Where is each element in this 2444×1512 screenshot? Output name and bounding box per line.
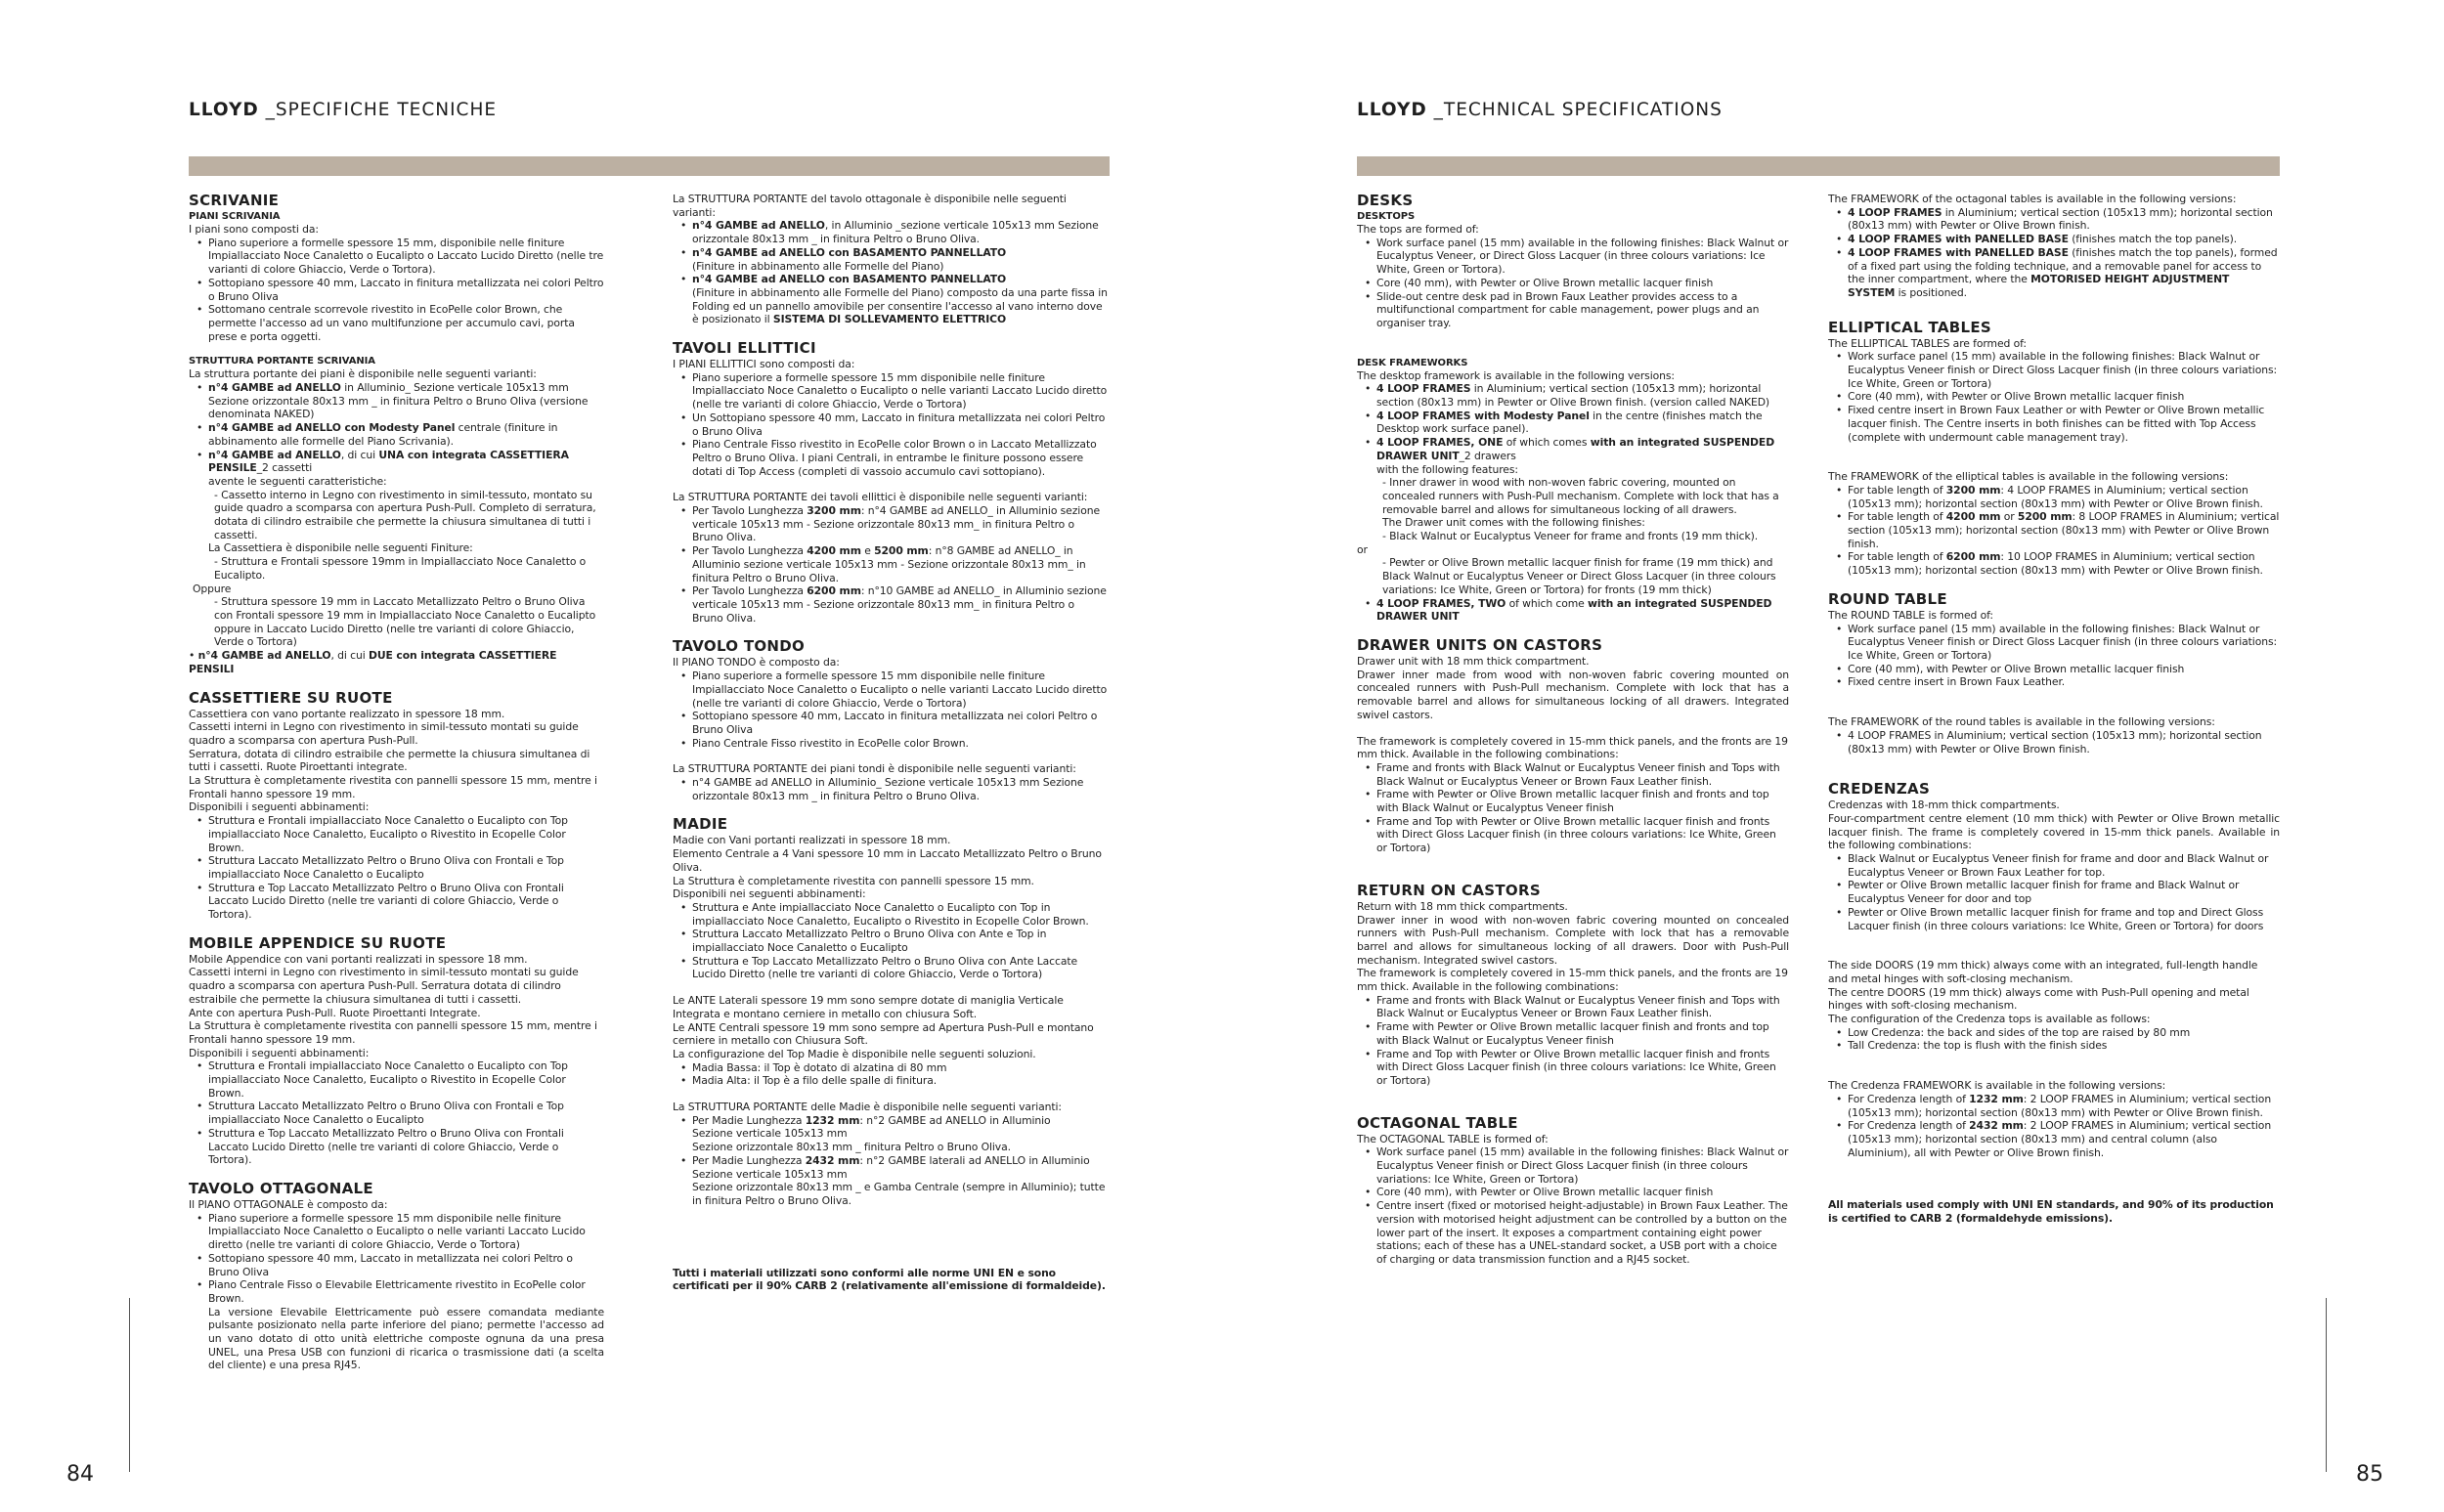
- section-heading: SCRIVANIE: [189, 192, 280, 209]
- bullet-list: [1357, 597, 1789, 624]
- list-item: • Frame and fronts with Black Walnut or Eucalyptus Veneer finish and Tops with Black Walnut or Eucalyptus Veneer or Brown Faux Leather finish.: [1357, 761, 1789, 788]
- paragraph: avente le seguenti caratteristiche:: [208, 474, 387, 488]
- list-item: • Frame and Top with Pewter or Olive Brown metallic lacquer finish and fronts with Direct Gloss Lacquer finish (in three colours variations: Ice White, Green or Tortora): [1357, 815, 1789, 855]
- paragraph: La Cassettiera è disponibile nelle seguenti Finiture:: [208, 541, 473, 555]
- paragraph: Disponibili nei seguenti abbinamenti:: [673, 887, 866, 901]
- list-item: • Struttura Laccato Metallizzato Peltro o Bruno Oliva con Frontali e Top impiallacciato Noce Canaletto o Eucalipto: [189, 1100, 604, 1126]
- title-text: _TECHNICAL SPECIFICATIONS: [1433, 100, 1723, 120]
- paragraph: Drawer unit with 18 mm thick compartment.: [1357, 654, 1590, 668]
- bullet-list: [673, 776, 1108, 802]
- section-heading: ELLIPTICAL TABLES: [1828, 318, 1991, 336]
- bullet-list: [673, 219, 1108, 326]
- bullet-list: [1357, 994, 1789, 1088]
- bullet-list: [1828, 1093, 2280, 1160]
- paragraph: Cassettiera con vano portante realizzato in spessore 18 mm.: [189, 707, 505, 720]
- subsection-heading: DESK FRAMEWORKS: [1357, 357, 1468, 368]
- list-item: • Sottopiano spessore 40 mm, Laccato in finitura metallizzata nei colori Peltro o Bruno Oliva: [189, 277, 604, 303]
- subsection-heading: PIANI SCRIVANIA: [189, 211, 281, 222]
- list-item: • Work surface panel (15 mm) available in the following finishes: Black Walnut or Eucalyptus Veneer finish or Direct Gloss Lacquer finish (in three colours variations: Ice White, Green or Tortora): [1357, 1145, 1789, 1186]
- list-item: • Piano superiore a formelle spessore 15 mm disponibile nelle finiture Impiallacciato Noce Canaletto o Eucalipto o nelle varianti Laccato Lucido diretto (nelle tre varianti di colore Ghiaccio, Verde o Tortora): [673, 670, 1108, 710]
- paragraph: La Struttura è completamente rivestita con pannelli spessore 15 mm.: [673, 874, 1034, 887]
- margin-rule: [129, 1298, 130, 1472]
- list-item: • Sottopiano spessore 40 mm, Laccato in metallizzata nei colori Peltro o Bruno Oliva: [189, 1252, 604, 1278]
- paragraph: Le ANTE Centrali spessore 19 mm sono sempre ad Apertura Push-Pull e montano cerniere in metallo con Chiusura Soft.: [673, 1020, 1094, 1048]
- paragraph: The configuration of the Credenza tops is available as follows:: [1828, 1013, 2151, 1026]
- list-item: • n°4 GAMBE ad ANELLO con BASAMENTO PANNELLATO (Finiture in abbinamento alle Formelle del Piano): [673, 246, 1108, 273]
- column: [189, 193, 604, 1372]
- list-item: • Struttura e Frontali impiallacciato Noce Canaletto o Eucalipto con Top impiallacciato Noce Canaletto, Eucalipto o Rivestito in Ecopelle Color Brown.: [189, 814, 604, 854]
- list-item: • Frame and fronts with Black Walnut or Eucalyptus Veneer finish and Tops with Black Walnut or Eucalyptus Veneer or Brown Faux Leather finish.: [1357, 994, 1789, 1020]
- list-item: • Core (40 mm), with Pewter or Olive Brown metallic lacquer finish: [1357, 1186, 1789, 1199]
- paragraph: with the following features:: [1376, 462, 1518, 476]
- list-item: • Per Tavolo Lunghezza 3200 mm: n°4 GAMBE ad ANELLO_ in Alluminio sezione verticale 105x13 mm - Sezione orizzontale 80x13 mm_ in finitura Peltro o Bruno Oliva.: [673, 504, 1108, 544]
- paragraph: Serratura, dotata di cilindro estraibile che permette la chiusura simultanea di tutti i cassetti. Ruote Piroettanti integrate.: [189, 747, 590, 774]
- list-item: • Piano Centrale Fisso o Elevabile Elettricamente rivestito in EcoPelle color Brown.: [189, 1278, 604, 1305]
- paragraph: Disponibili i seguenti abbinamenti:: [189, 1046, 370, 1059]
- list-item: • 4 LOOP FRAMES in Aluminium; vertical section (105x13 mm); horizontal section (80x13 mm) with Pewter or Olive Brown finish.: [1828, 729, 2280, 756]
- bullet-list: [1357, 761, 1789, 855]
- list-item: • n°4 GAMBE ad ANELLO con Modesty Panel centrale (finiture in abbinamento alle formelle del Piano Scrivania).: [189, 421, 604, 448]
- list-item: • 4 LOOP FRAMES in Aluminium; vertical section (105x13 mm); horizontal section (80x13 mm) with Pewter or Olive Brown finish.: [1828, 206, 2280, 233]
- paragraph: The centre DOORS (19 mm thick) always come with Push-Pull opening and metal hinges with soft-closing mechanism.: [1828, 985, 2249, 1013]
- list-item: • Frame with Pewter or Olive Brown metallic lacquer finish and fronts and top with Black Walnut or Eucalyptus Veneer finish: [1357, 788, 1789, 814]
- section-heading: ROUND TABLE: [1828, 589, 1947, 608]
- list-item: • Struttura e Top Laccato Metallizzato Peltro o Bruno Oliva con Ante Laccate Lucido Diretto (nelle tre varianti di colore Ghiaccio, Verde o Tortora): [673, 955, 1108, 981]
- footnote: All materials used comply with UNI EN standards, and 90% of its production is certified to CARB 2 (formaldehyde emissions).: [1828, 1198, 2274, 1226]
- paragraph: La versione Elevabile Elettricamente può essere comandata mediante pulsante posizionato nella parte inferiore del piano; permette l'accesso ad un vano dotato di otto unità elettriche composte ognuna da una presa UNEL, una Presa USB con funzioni di ricarica o trasmissione dati (a scelta del cliente) e una presa RJ45.: [208, 1305, 604, 1372]
- list-item: • Un Sottopiano spessore 40 mm, Laccato in finitura metallizzata nei colori Peltro o Bruno Oliva: [673, 411, 1108, 438]
- list-item: • Core (40 mm), with Pewter or Olive Brown metallic lacquer finish: [1357, 277, 1789, 290]
- list-item: • n°4 GAMBE ad ANELLO, di cui UNA con integrata CASSETTIERA PENSILE_2 cassetti: [189, 449, 604, 475]
- bullet-list: [673, 371, 1108, 479]
- paragraph: Sezione orizzontale 80x13 mm _ e Gamba Centrale (sempre in Alluminio); tutte in finitura Peltro o Bruno Oliva.: [692, 1181, 1106, 1207]
- bullet-list: [673, 1114, 1108, 1128]
- paragraph: La Struttura è completamente rivestita con pannelli spessore 15 mm, mentre i Frontali hanno spessore 19 mm.: [189, 1019, 597, 1046]
- page-right: [1222, 0, 2444, 1512]
- list-item: • Per Madie Lunghezza 2432 mm: n°2 GAMBE laterali ad ANELLO in Alluminio: [673, 1154, 1108, 1168]
- list-item: • 4 LOOP FRAMES with PANELLED BASE (finishes match the top panels).: [1828, 233, 2280, 246]
- paragraph: - Pewter or Olive Brown metallic lacquer finish for frame (19 mm thick) and Black Walnut or Eucalyptus Veneer or Direct Gloss Lacquer (in three colours variations: Ice White, Green or Tortora) for fronts (19 mm thick): [1382, 556, 1776, 596]
- list-item: • 4 LOOP FRAMES with Modesty Panel in the centre (finishes match the Desktop work surface panel).: [1357, 410, 1789, 436]
- paragraph: The tops are formed of:: [1357, 223, 1479, 236]
- section-heading: RETURN ON CASTORS: [1357, 881, 1541, 899]
- bullet-list: [1828, 623, 2280, 690]
- paragraph: La configurazione del Top Madie è disponibile nelle seguenti soluzioni.: [673, 1047, 1036, 1060]
- footnote: Tutti i materiali utilizzati sono conformi alle norme UNI EN e sono certificati per il 90% CARB 2 (relativamente all'emissione di formaldeide).: [673, 1266, 1106, 1293]
- paragraph: I piani sono composti da:: [189, 223, 319, 236]
- list-item: • Tall Credenza: the top is flush with the finish sides: [1828, 1039, 2280, 1053]
- list-item: • Work surface panel (15 mm) available in the following finishes: Black Walnut or Eucalyptus Veneer finish or Direct Gloss Lacquer finish (in three colours variations: Ice White, Green or Tortora): [1828, 623, 2280, 663]
- paragraph: The ELLIPTICAL TABLES are formed of:: [1828, 336, 2027, 350]
- list-item: • n°4 GAMBE ad ANELLO con BASAMENTO PANNELLATO (Finiture in abbinamento alle Formelle del Piano) composto da una parte fissa in Folding ed un pannello amovibile per consentire l'accesso al vano interno dove è posizionato il SISTEMA DI SOLLEVAMENTO ELETTRICO: [673, 273, 1108, 326]
- list-item: • For Credenza length of 2432 mm: 2 LOOP FRAMES in Aluminium; vertical section (105x13 mm); horizontal section (80x13 mm) and central column (also Aluminium), all with Pewter or Olive Brown finish.: [1828, 1119, 2280, 1159]
- paragraph: Sezione orizzontale 80x13 mm _ finitura Peltro o Bruno Oliva.: [692, 1141, 1011, 1154]
- list-item: • 4 LOOP FRAMES, TWO of which come with an integrated SUSPENDED DRAWER UNIT: [1357, 597, 1789, 624]
- list-item: • For table length of 6200 mm: 10 LOOP FRAMES in Aluminium; vertical section (105x13 mm); horizontal section (80x13 mm) with Pewter or Olive Brown finish.: [1828, 550, 2280, 577]
- list-item: • Piano Centrale Fisso rivestito in EcoPelle color Brown o in Laccato Metallizzato Peltro o Bruno Oliva. I piani Centrali, in entrambe le finiture possono essere dotati di Top Access (completi di vassoio accumulo cavi sottopiano).: [673, 438, 1108, 478]
- paragraph: I PIANI ELLITTICI sono composti da:: [673, 358, 855, 371]
- bullet-list: [673, 901, 1108, 981]
- paragraph: - Inner drawer in wood with non-woven fabric covering, mounted on concealed runners with Push-Pull mechanism. Complete with lock that has a removable barrel and allows for simultaneous locking of all drawers.: [1382, 476, 1779, 516]
- paragraph: - Cassetto interno in Legno con rivestimento in simil-tessuto, montato su guide quadro a scomparsa con apertura Push-Pull. Completo di serratura, dotata di cilindro estraibile che permette la chiusura simultanea di tutti i cassetti.: [214, 488, 596, 541]
- list-item: • 4 LOOP FRAMES with PANELLED BASE (finishes match the top panels), formed of a fixed part using the folding technique, and a removable panel for access to the inner compartment, where the MOTORISED HEIGHT ADJUSTMENT SYSTEM is positioned.: [1828, 246, 2280, 300]
- list-item: • 4 LOOP FRAMES in Aluminium; vertical section (105x13 mm); horizontal section (80x13 mm) in Pewter or Olive Brown finish. (version called NAKED): [1357, 382, 1789, 409]
- paragraph: Credenzas with 18-mm thick compartments.: [1828, 799, 2060, 812]
- paragraph: Disponibili i seguenti abbinamenti:: [189, 800, 370, 814]
- paragraph: La STRUTTURA PORTANTE dei tavoli ellittici è disponibile nelle seguenti varianti:: [673, 491, 1088, 504]
- paragraph: The side DOORS (19 mm thick) always come with an integrated, full-length handle and metal hinges with soft-closing mechanism.: [1828, 959, 2258, 985]
- bullet-list: [1828, 729, 2280, 756]
- list-item: • Piano Centrale Fisso rivestito in EcoPelle color Brown.: [673, 737, 1108, 751]
- bullet-list: [1357, 237, 1789, 330]
- section-heading: MADIE: [673, 815, 728, 834]
- list-item: • n°4 GAMBE ad ANELLO in Alluminio_ Sezione verticale 105x13 mm Sezione orizzontale 80x13 mm _ in finitura Peltro o Bruno Oliva.: [673, 776, 1108, 802]
- list-item: • Centre insert (fixed or motorised height-adjustable) in Brown Faux Leather. The version with motorised height adjustment can be controlled by a button on the lower part of the insert. It exposes a compartment containing eight power stations; each of these has a UNEL-standard socket, a USB port with a choice of charging or data transmission function and a RJ45 socket.: [1357, 1199, 1789, 1267]
- list-item: • Fixed centre insert in Brown Faux Leather.: [1828, 675, 2280, 689]
- paragraph: The framework is completely covered in 15-mm thick panels, and the fronts are 19 mm thick. Available in the following combinations:: [1357, 967, 1788, 994]
- header-bar: [189, 156, 1110, 176]
- header-bar: [1357, 156, 2280, 176]
- paragraph: Madie con Vani portanti realizzati in spessore 18 mm.: [673, 834, 951, 847]
- paragraph: Return with 18 mm thick compartments.: [1357, 899, 1568, 913]
- bullet-list: [1828, 1026, 2280, 1053]
- paragraph: The ROUND TABLE is formed of:: [1828, 608, 1993, 622]
- section-heading: CASSETTIERE SU RUOTE: [189, 688, 393, 707]
- section-heading: TAVOLO OTTAGONALE: [189, 1180, 373, 1197]
- brand-name: LLOYD: [1357, 100, 1427, 120]
- paragraph: - Black Walnut or Eucalyptus Veneer for frame and fronts (19 mm thick).: [1382, 530, 1759, 543]
- paragraph: The desktop framework is available in the following versions:: [1357, 368, 1675, 382]
- paragraph: Drawer inner made from wood with non-woven fabric covering mounted on concealed runners with Push-Pull mechanism. Complete with lock that has a removable barrel and allows for simultaneous locking of all drawers. Integrated swivel castors.: [1357, 668, 1789, 721]
- paragraph: Cassetti interni in Legno con rivestimento in simil-tessuto montati su guide quadro a scomparsa con apertura Push-Pull.: [189, 720, 579, 747]
- paragraph: Il PIANO TONDO è composto da:: [673, 656, 840, 670]
- paragraph: La STRUTTURA PORTANTE delle Madie è disponibile nelle seguenti varianti:: [673, 1101, 1062, 1114]
- list-item: • Per Tavolo Lunghezza 6200 mm: n°10 GAMBE ad ANELLO_ in Alluminio sezione verticale 105x13 mm - Sezione orizzontale 80x13 mm_ in finitura Peltro o Bruno Oliva.: [673, 584, 1108, 625]
- list-item: • Sottomano centrale scorrevole rivestito in EcoPelle color Brown, che permette l'accesso ad un vano multifunzione per accumulo cavi, porta prese e porta oggetti.: [189, 303, 604, 343]
- list-item: • Struttura e Ante impiallacciato Noce Canaletto o Eucalipto con Top in impiallacciato Noce Canaletto, Eucalipto o Rivestito in Ecopelle Color Brown.: [673, 901, 1108, 928]
- bullet-list: [673, 1061, 1108, 1088]
- paragraph: La Struttura è completamente rivestita con pannelli spessore 15 mm, mentre i Frontali hanno spessore 19 mm.: [189, 774, 597, 800]
- bullet-list: [189, 1059, 604, 1167]
- bullet-list: [189, 237, 604, 344]
- paragraph: - Struttura spessore 19 mm in Laccato Metallizzato Peltro o Bruno Oliva con Frontali spessore 19 mm in Impiallacciato Noce Canaletto o Eucalipto oppure in Laccato Lucido Diretto (nelle tre varianti di colore Ghiaccio, Verde o Tortora): [214, 595, 596, 649]
- column: [1828, 193, 2280, 1226]
- paragraph: Sezione verticale 105x13 mm: [692, 1127, 848, 1141]
- bullet-list: [673, 504, 1108, 625]
- paragraph: Oppure: [193, 582, 232, 595]
- list-item: • Piano superiore a formelle spessore 15 mm disponibile nelle finiture Impiallacciato Noce Canaletto o Eucalipto o nelle varianti Laccato Lucido diretto (nelle tre varianti di colore Ghiaccio, Verde o Tortora): [673, 371, 1108, 411]
- bullet-list: [1357, 1145, 1789, 1266]
- bullet-list: [673, 670, 1108, 750]
- subsection-heading: STRUTTURA PORTANTE SCRIVANIA: [189, 356, 375, 367]
- paragraph: Le ANTE Laterali spessore 19 mm sono sempre dotate di maniglia Verticale Integrata e montano cerniere in metallo con chiusura Soft.: [673, 994, 1064, 1020]
- bullet-list: [189, 814, 604, 922]
- list-item: • n°4 GAMBE ad ANELLO, in Alluminio _sezione verticale 105x13 mm Sezione orizzontale 80x13 mm _ in finitura Peltro o Bruno Oliva.: [673, 219, 1108, 245]
- title-text: _SPECIFICHE TECNICHE: [265, 100, 498, 120]
- bullet-list: [1357, 382, 1789, 462]
- paragraph: The Credenza FRAMEWORK is available in the following versions:: [1828, 1079, 2166, 1093]
- paragraph: - Struttura e Frontali spessore 19mm in Impiallacciato Noce Canaletto o Eucalipto.: [214, 555, 587, 582]
- list-item: • Black Walnut or Eucalyptus Veneer finish for frame and door and Black Walnut or Eucalyptus Veneer or Brown Faux Leather for top.: [1828, 852, 2280, 879]
- list-item: • Pewter or Olive Brown metallic lacquer finish for frame and Black Walnut or Eucalyptus Veneer for door and top: [1828, 879, 2280, 905]
- section-heading: DESKS: [1357, 192, 1414, 209]
- list-item: • Madia Bassa: il Top è dotato di alzatina di 80 mm: [673, 1061, 1108, 1075]
- page-title: [189, 100, 497, 120]
- paragraph: La STRUTTURA PORTANTE dei piani tondi è disponibile nelle seguenti varianti:: [673, 762, 1076, 776]
- paragraph: Drawer inner in wood with non-woven fabric covering mounted on concealed runners with Push-Pull mechanism. Complete with lock that has a removable barrel and allows for simultaneous locking of all drawers. Door with Push-Pull mechanism. Integrated swivel castors.: [1357, 913, 1789, 967]
- margin-rule: [2326, 1298, 2327, 1472]
- paragraph: Ante con apertura Push-Pull. Ruote Piroettanti Integrate.: [189, 1006, 481, 1019]
- list-item: • Work surface panel (15 mm) available in the following finishes: Black Walnut or Eucalyptus Veneer finish or Direct Gloss Lacquer finish (in three colours variations: Ice White, Green or Tortora): [1828, 350, 2280, 390]
- paragraph: Four-compartment centre element (10 mm thick) with Pewter or Olive Brown metallic lacquer finish. The frame is completely covered in 15-mm thick panels. Available in the following combinations:: [1828, 811, 2280, 852]
- section-heading: DRAWER UNITS ON CASTORS: [1357, 635, 1603, 654]
- page-title: [1357, 100, 1723, 120]
- list-item: • Piano superiore a formelle spessore 15 mm, disponibile nelle finiture Impiallacciato Noce Canaletto o Eucalipto o Laccato Lucido Diretto (nelle tre varianti di colore Ghiaccio, Verde o Tortora).: [189, 237, 604, 277]
- page-number: 85: [2356, 1462, 2383, 1487]
- paragraph: Sezione verticale 105x13 mm: [692, 1167, 848, 1181]
- list-item: • Slide-out centre desk pad in Brown Faux Leather provides access to a multifunctional compartment for cable management, power plugs and an organiser tray.: [1357, 290, 1789, 330]
- section-heading: OCTAGONAL TABLE: [1357, 1113, 1518, 1132]
- paragraph: • n°4 GAMBE ad ANELLO, di cui DUE con integrata CASSETTIERE PENSILI: [189, 649, 557, 675]
- paragraph: The framework is completely covered in 15-mm thick panels, and the fronts are 19 mm thick. Available in the following combinations:: [1357, 734, 1788, 761]
- list-item: • Core (40 mm), with Pewter or Olive Brown metallic lacquer finish: [1828, 663, 2280, 676]
- column: [673, 193, 1108, 1293]
- paragraph: The OCTAGONAL TABLE is formed of:: [1357, 1132, 1549, 1145]
- bullet-list: [1828, 852, 2280, 932]
- list-item: • 4 LOOP FRAMES, ONE of which comes with an integrated SUSPENDED DRAWER UNIT_2 drawers: [1357, 436, 1789, 462]
- page-number: 84: [66, 1462, 94, 1487]
- list-item: • Core (40 mm), with Pewter or Olive Brown metallic lacquer finish: [1828, 390, 2280, 404]
- bullet-list: [1828, 350, 2280, 444]
- bullet-list: [189, 381, 604, 475]
- paragraph: Cassetti interni in Legno con rivestimento in simil-tessuto montati su guide quadro a scomparsa con apertura Push-Pull. Serratura dotata di cilindro estraibile che permette la chiusura simultanea di tutti i cassetti.: [189, 966, 579, 1006]
- paragraph: La struttura portante dei piani è disponibile nelle seguenti varianti:: [189, 367, 537, 381]
- list-item: • Struttura e Top Laccato Metallizzato Peltro o Bruno Oliva con Frontali Laccato Lucido Diretto (nelle tre varianti di colore Ghiaccio, Verde o Tortora).: [189, 882, 604, 922]
- list-item: • Pewter or Olive Brown metallic lacquer finish for frame and top and Direct Gloss Lacquer finish (in three colours variations: Ice White, Green or Tortora) for doors: [1828, 906, 2280, 932]
- list-item: • Work surface panel (15 mm) available in the following finishes: Black Walnut or Eucalyptus Veneer, or Direct Gloss Lacquer (in three colours variations: Ice White, Green or Tortora).: [1357, 237, 1789, 277]
- brand-name: LLOYD: [189, 100, 259, 120]
- list-item: • n°4 GAMBE ad ANELLO in Alluminio_ Sezione verticale 105x13 mm Sezione orizzontale 80x13 mm _ in finitura Peltro o Bruno Oliva (versione denominata NAKED): [189, 381, 604, 421]
- section-heading: MOBILE APPENDICE SU RUOTE: [189, 933, 447, 952]
- paragraph: The Drawer unit comes with the following finishes:: [1382, 516, 1645, 530]
- list-item: • Struttura e Frontali impiallacciato Noce Canaletto o Eucalipto con Top impiallacciato Noce Canaletto, Eucalipto o Rivestito in Ecopelle Color Brown.: [189, 1059, 604, 1100]
- section-heading: TAVOLO TONDO: [673, 637, 806, 656]
- list-item: • Per Tavolo Lunghezza 4200 mm e 5200 mm: n°8 GAMBE ad ANELLO_ in Alluminio sezione verticale 105x13 mm - Sezione orizzontale 80x13 mm_ in finitura Peltro o Bruno Oliva.: [673, 544, 1108, 584]
- paragraph: The FRAMEWORK of the elliptical tables is available in the following versions:: [1828, 470, 2229, 484]
- subsection-heading: DESKTOPS: [1357, 211, 1416, 222]
- paragraph: Mobile Appendice con vani portanti realizzati in spessore 18 mm.: [189, 952, 528, 966]
- column: [1357, 193, 1789, 1267]
- paragraph: or: [1357, 542, 1368, 556]
- section-heading: TAVOLI ELLITTICI: [673, 339, 816, 358]
- paragraph: Il PIANO OTTAGONALE è composto da:: [189, 1198, 388, 1211]
- list-item: • Frame with Pewter or Olive Brown metallic lacquer finish and fronts and top with Black Walnut or Eucalyptus Veneer finish: [1357, 1020, 1789, 1047]
- paragraph: The FRAMEWORK of the octagonal tables is available in the following versions:: [1828, 193, 2237, 205]
- bullet-list: [673, 1154, 1108, 1168]
- bullet-list: [189, 1212, 604, 1306]
- list-item: • Struttura Laccato Metallizzato Peltro o Bruno Oliva con Ante e Top in impiallacciato Noce Canaletto o Eucalipto: [673, 928, 1108, 954]
- list-item: • Low Credenza: the back and sides of the top are raised by 80 mm: [1828, 1026, 2280, 1040]
- section-heading: CREDENZAS: [1828, 780, 1931, 799]
- paragraph: The FRAMEWORK of the round tables is available in the following versions:: [1828, 715, 2215, 729]
- list-item: • Struttura Laccato Metallizzato Peltro o Bruno Oliva con Frontali e Top impiallacciato Noce Canaletto o Eucalipto: [189, 854, 604, 881]
- list-item: • Piano superiore a formelle spessore 15 mm disponibile nelle finiture Impiallacciato Noce Canaletto o Eucalipto o nelle varianti Laccato Lucido diretto (nelle tre varianti di colore Ghiaccio, Verde o Tortora): [189, 1212, 604, 1252]
- paragraph: La STRUTTURA PORTANTE del tavolo ottagonale è disponibile nelle seguenti varianti:: [673, 193, 1067, 219]
- list-item: • For table length of 3200 mm: 4 LOOP FRAMES in Aluminium; vertical section (105x13 mm); horizontal section (80x13 mm) with Pewter or Olive Brown finish.: [1828, 484, 2280, 510]
- list-item: • Sottopiano spessore 40 mm, Laccato in finitura metallizzata nei colori Peltro o Bruno Oliva: [673, 710, 1108, 736]
- list-item: • Per Madie Lunghezza 1232 mm: n°2 GAMBE ad ANELLO in Alluminio: [673, 1114, 1108, 1128]
- list-item: • For Credenza length of 1232 mm: 2 LOOP FRAMES in Aluminium; vertical section (105x13 mm); horizontal section (80x13 mm) with Pewter or Olive Brown finish.: [1828, 1093, 2280, 1119]
- bullet-list: [1828, 484, 2280, 578]
- list-item: • Fixed centre insert in Brown Faux Leather or with Pewter or Olive Brown metallic lacquer finish. The Centre inserts in both finishes can be fitted with Top Access (complete with undermount cable management tray).: [1828, 404, 2280, 444]
- bullet-list: [1828, 206, 2280, 300]
- list-item: • Struttura e Top Laccato Metallizzato Peltro o Bruno Oliva con Frontali Laccato Lucido Diretto (nelle tre varianti di colore Ghiaccio, Verde o Tortora).: [189, 1127, 604, 1167]
- list-item: • Frame and Top with Pewter or Olive Brown metallic lacquer finish and fronts with Direct Gloss Lacquer finish (in three colours variations: Ice White, Green or Tortora): [1357, 1048, 1789, 1088]
- list-item: • Madia Alta: il Top è a filo delle spalle di finitura.: [673, 1074, 1108, 1088]
- list-item: • For table length of 4200 mm or 5200 mm: 8 LOOP FRAMES in Aluminium; vertical section (105x13 mm); horizontal section (80x13 mm) with Pewter or Olive Brown finish.: [1828, 510, 2280, 550]
- paragraph: Elemento Centrale a 4 Vani spessore 10 mm in Laccato Metallizzato Peltro o Bruno Oliva.: [673, 847, 1102, 874]
